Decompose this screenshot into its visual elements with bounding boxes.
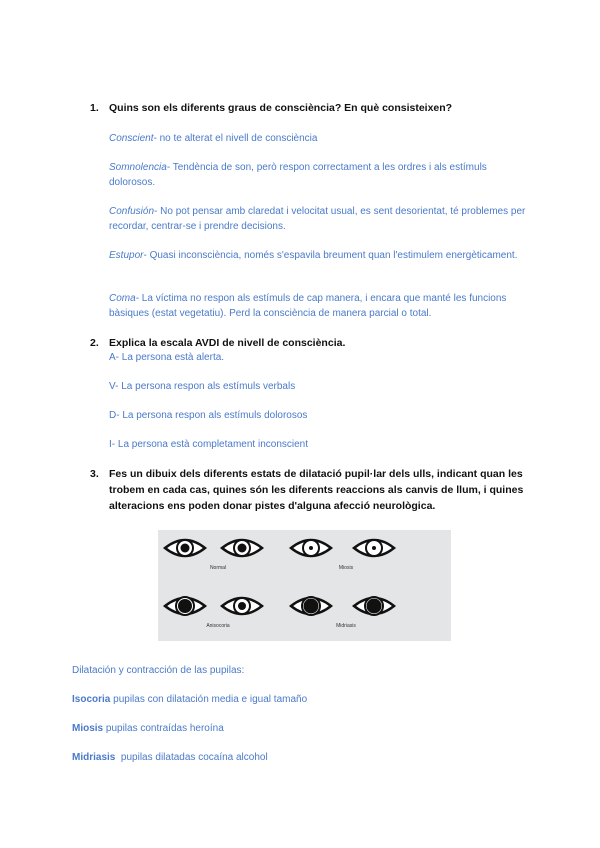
avdi-v: V- La persona respon als estímuls verbals: [109, 381, 296, 392]
question-2: [90, 335, 550, 351]
note-midriasis: [72, 751, 552, 765]
note-desc: pupilas contraídas heroína: [103, 723, 224, 734]
answer-coma: [109, 291, 529, 321]
answer-term: Confusión: [109, 206, 155, 217]
answer-somnolencia: [109, 160, 529, 190]
eye-anisocoria-right: [222, 598, 262, 614]
eye-midriasis-left: [291, 597, 331, 615]
answer-conscient: [109, 131, 529, 146]
eye-miosis-left: [291, 540, 331, 556]
note-miosis: [72, 722, 552, 736]
avdi-a: A- La persona està alerta.: [109, 352, 225, 363]
label-midriasis: Midriasis: [336, 623, 356, 629]
note-term: Isocoria: [72, 694, 111, 705]
answer-desc: - No pot pensar amb claredat i velocitat usual, es sent desorientat, té problemes per recordar, centrar-se i prendre decisions.: [109, 206, 526, 232]
avdi-i: I- La persona està completament inconscient: [109, 439, 308, 450]
question-text: Quins son els diferents graus de consciència? En què consisteixen?: [109, 102, 453, 114]
label-normal: Normal: [209, 565, 227, 571]
question-1: [90, 100, 550, 116]
note-isocoria: [72, 693, 552, 707]
note-term: Midriasis: [72, 752, 116, 763]
eye-midriasis-right: [354, 597, 394, 615]
answer-term: Coma: [109, 293, 136, 304]
eye-miosis-right: [354, 540, 394, 556]
avdi-d: D- La persona respon als estímuls dolorosos: [109, 410, 308, 421]
answer-desc: - Tendència de son, però respon correctament a les ordres i als estímuls dolorosos.: [109, 162, 487, 188]
answer-term: Conscient: [109, 133, 154, 144]
pupils-intro: Dilatación y contracción de las pupilas:: [72, 665, 245, 676]
question-3: [90, 466, 530, 514]
eye-normal-right: [222, 540, 262, 556]
question-number: 3.: [90, 468, 99, 480]
answer-term: Somnolencia: [109, 162, 167, 173]
note-desc: pupilas dilatadas cocaína alcohol: [115, 752, 268, 763]
note-term: Miosis: [72, 723, 104, 734]
label-miosis: Miosis: [338, 565, 354, 571]
note-desc: pupilas con dilatación media e igual tamaño: [110, 694, 308, 705]
question-number: 2.: [90, 337, 99, 349]
answer-desc: - La víctima no respon als estímuls de cap manera, i encara que manté les funcions bàsiques (estat vegetatiu). Perd la consciència de manera parcial o total.: [109, 293, 507, 319]
eye-anisocoria-left: [165, 597, 205, 615]
answer-term: Estupor: [109, 250, 144, 261]
label-anisocoria: Anisocoria: [206, 623, 230, 629]
question-text: Explica la escala AVDI de nivell de consciència.: [109, 337, 346, 349]
question-text: Fes un dibuix dels diferents estats de dilatació pupil·lar dels ulls, indicant quan les trobem en cada cas, quines són les diferents reaccions als canvis de llum, i quines alteracions ens poden donar pistes d'alguna afecció neurològica.: [109, 468, 524, 512]
question-number: 1.: [90, 102, 99, 114]
eye-normal-left: [165, 540, 205, 556]
answer-estupor: [109, 248, 529, 263]
answer-confusion: [109, 204, 529, 234]
answer-desc: - Quasi inconsciència, només s'espavila breument quan l'estimulem energèticament.: [143, 250, 518, 261]
answer-desc: - no te alterat el nivell de consciència: [153, 133, 318, 144]
pupil-dilation-figure: [158, 530, 451, 641]
